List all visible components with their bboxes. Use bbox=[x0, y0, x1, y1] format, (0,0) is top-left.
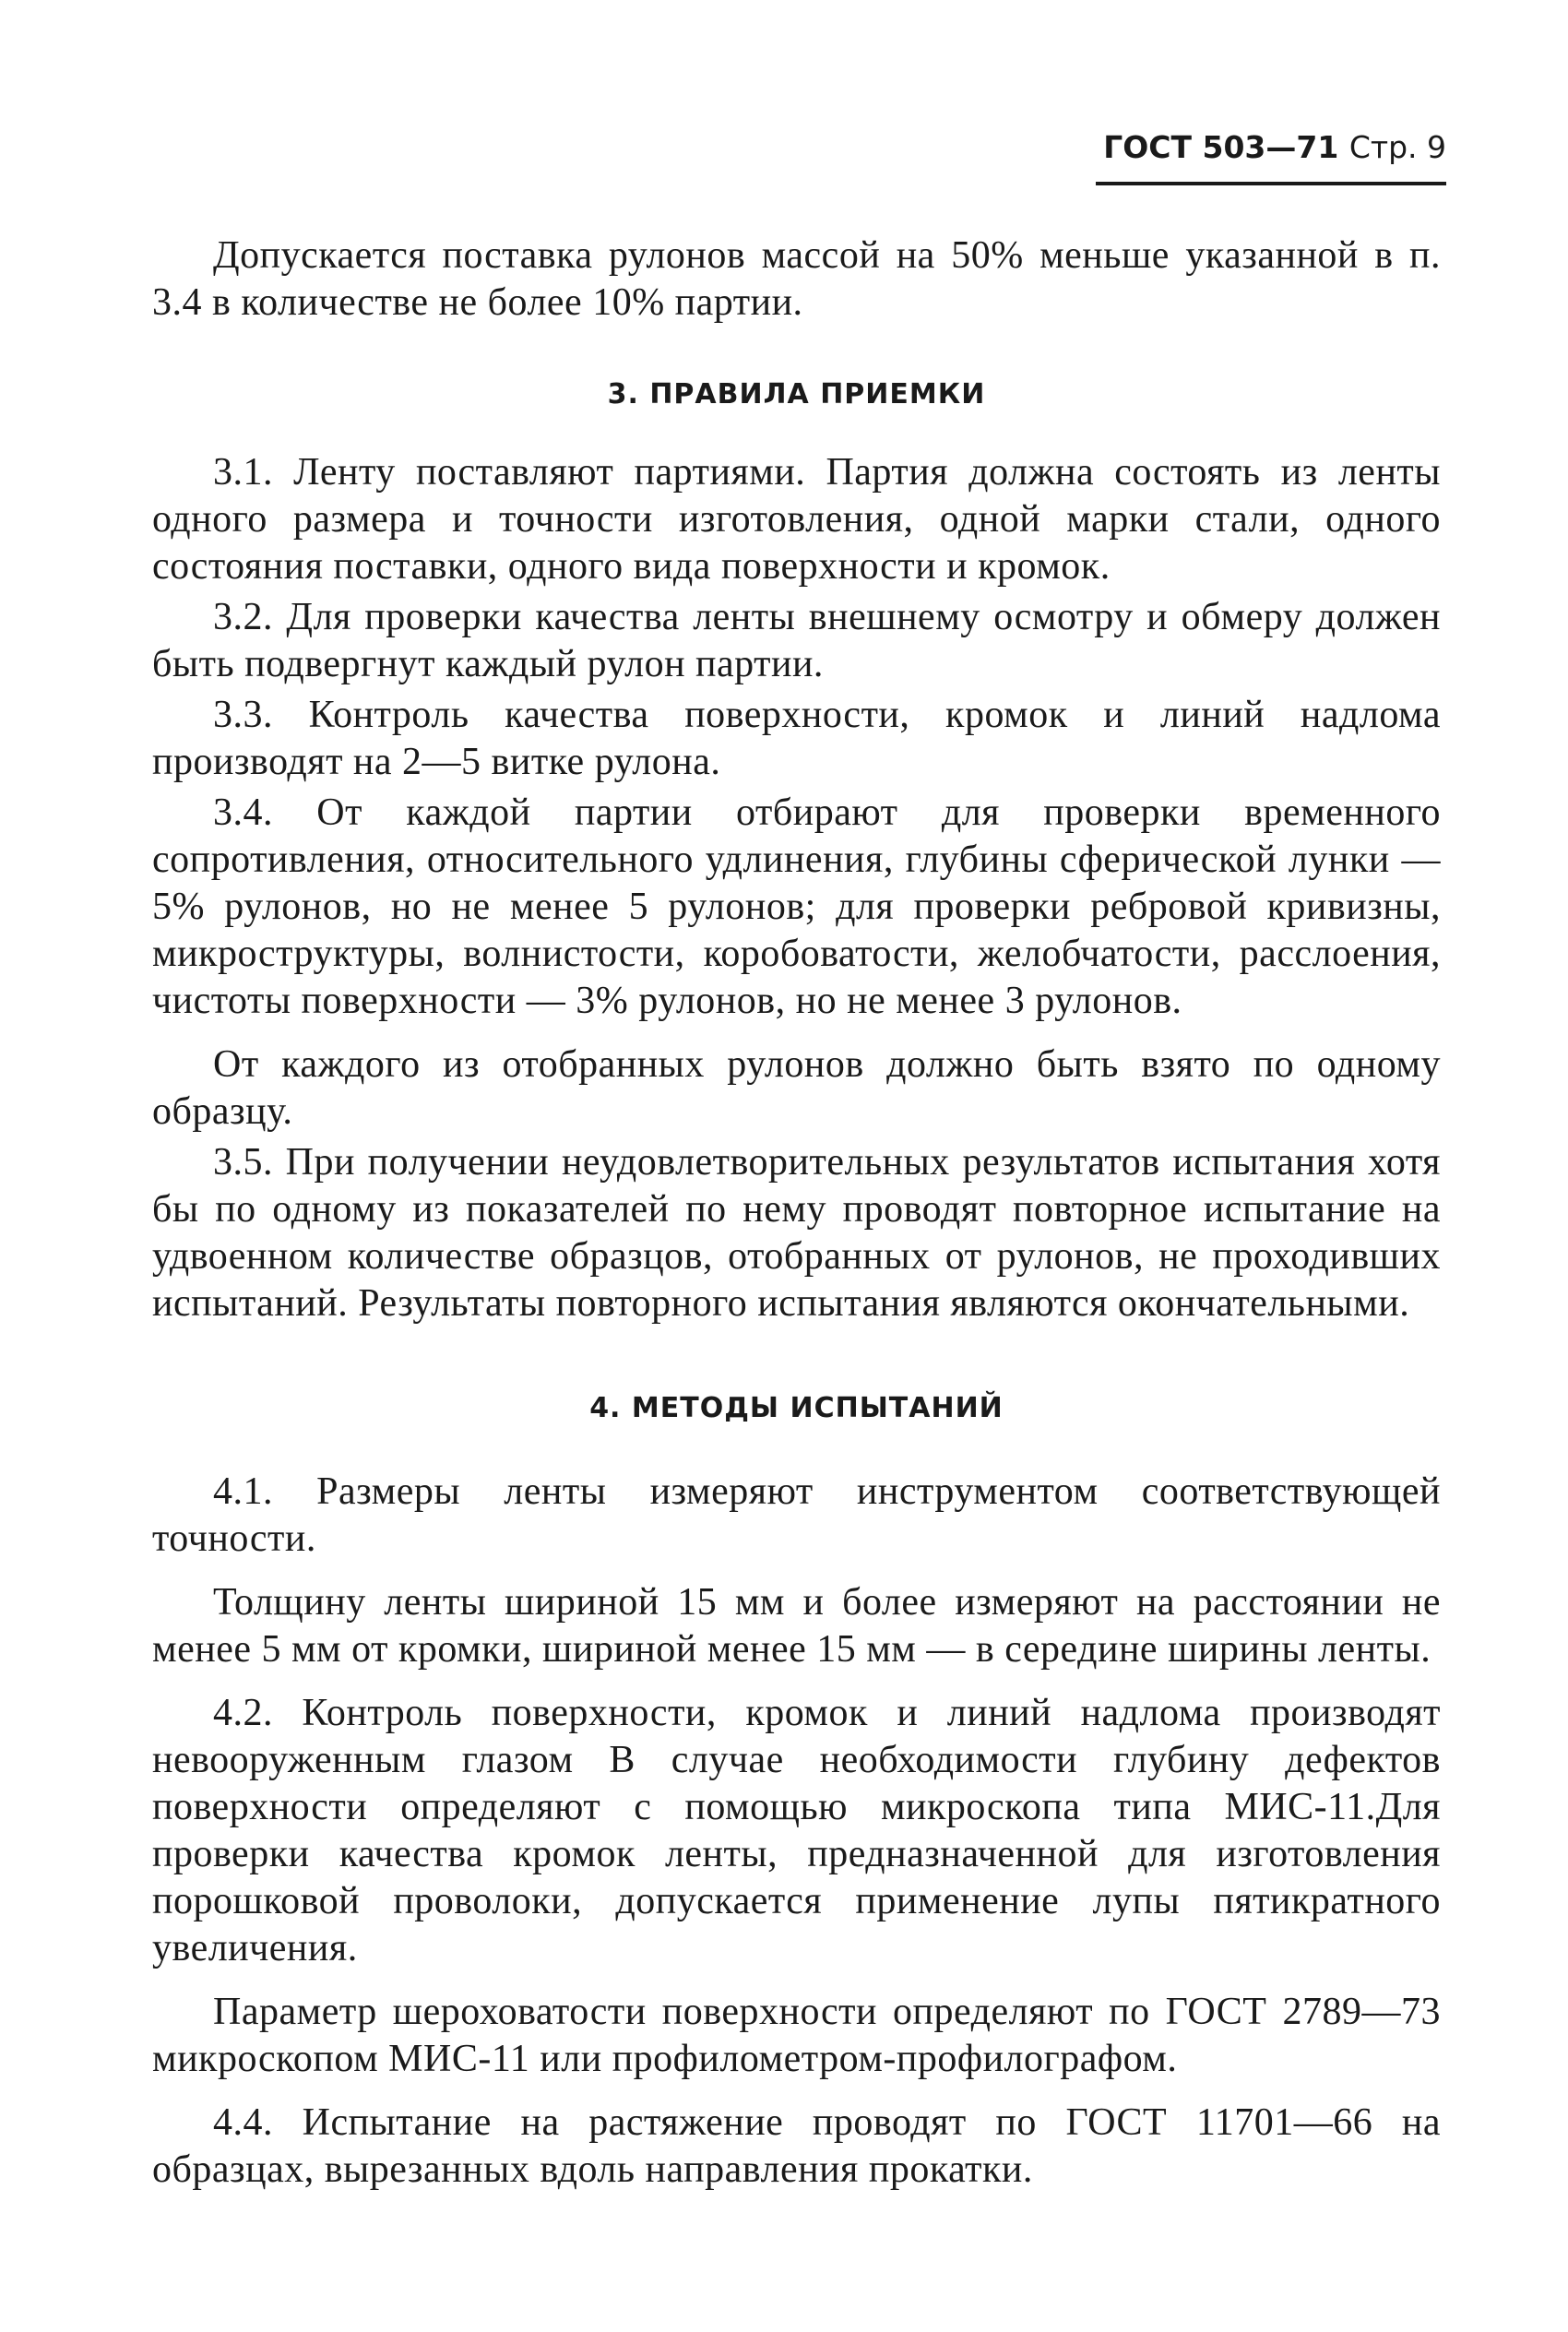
clause-3-1: 3.1. Ленту поставляют партиями. Партия должна состоять из ленты одного размера и точности изготовления, одной марки стали, одного состояния поставки, одного вида поверхности и кромок. bbox=[152, 451, 1441, 588]
section-3-title: 3. ПРАВИЛА ПРИЕМКИ bbox=[607, 378, 986, 410]
clause-3-5: 3.5. При получении неудовлетворительных результатов испытания хотя бы по одному из показателей по нему проводят повторное испытание на удвоенном количестве образцов, отобранных от рулонов, не проходивших испытаний. Результаты повторного испытания являются окончательными. bbox=[152, 1141, 1441, 1325]
clause-4-2: 4.2. Контроль поверхности, кромок и линий надлома производят невооруженным глазом В случае необходимости глубину дефектов поверхности определяют с помощью микроскопа типа МИС-11.Для проверки качества кромок ленты, предназначенной для изготовления порошковой проволоки, допускается применение лупы пятикратного увеличения. bbox=[152, 1692, 1441, 1969]
page-number: Стр. 9 bbox=[1348, 129, 1446, 165]
standard-number: ГОСТ 503—71 bbox=[1103, 129, 1339, 165]
clause-4-1-thickness: Толщину ленты шириной 15 мм и более измеряют на расстоянии не менее 5 мм от кромки, шириной менее 15 мм — в середине ширины ленты. bbox=[152, 1581, 1441, 1671]
document-body bbox=[152, 232, 1441, 2197]
clause-4-4: 4.4. Испытание на растяжение проводят по ГОСТ 11701—66 на образцах, вырезанных вдоль направления прокатки. bbox=[152, 2101, 1441, 2191]
clause-3-2: 3.2. Для проверки качества ленты внешнему осмотру и обмеру должен быть подвергнут каждый рулон партии. bbox=[152, 596, 1441, 685]
clause-4-2-roughness: Параметр шероховатости поверхности определяют по ГОСТ 2789—73 микроскопом МИС-11 или профилометром-профилографом. bbox=[152, 1991, 1441, 2080]
clause-3-4: 3.4. От каждой партии отбирают для проверки временного сопротивления, относительного удлинения, глубины сферической лунки — 5% рулонов, но не менее 5 рулонов; для проверки ребровой кривизны, микроструктуры, волнистости, коробоватости, желобчатости, расслоения, чистоты поверхности — 3% рулонов, но не менее 3 рулонов. bbox=[152, 791, 1441, 1022]
clause-3-3: 3.3. Контроль качества поверхности, кромок и линий надлома производят на 2—5 витке рулона. bbox=[152, 694, 1441, 783]
section-4-title: 4. МЕТОДЫ ИСПЫТАНИЙ bbox=[589, 1392, 1004, 1424]
clause-4-1: 4.1. Размеры ленты измеряют инструментом соответствующей точности. bbox=[152, 1470, 1441, 1560]
clause-3-4-sample-note: От каждого из отобранных рулонов должно быть взято по одному образцу. bbox=[152, 1043, 1441, 1133]
page-header bbox=[1096, 129, 1446, 185]
intro-paragraph: Допускается поставка рулонов массой на 50% меньше указанной в п. 3.4 в количестве не более 10% партии. bbox=[152, 234, 1441, 324]
